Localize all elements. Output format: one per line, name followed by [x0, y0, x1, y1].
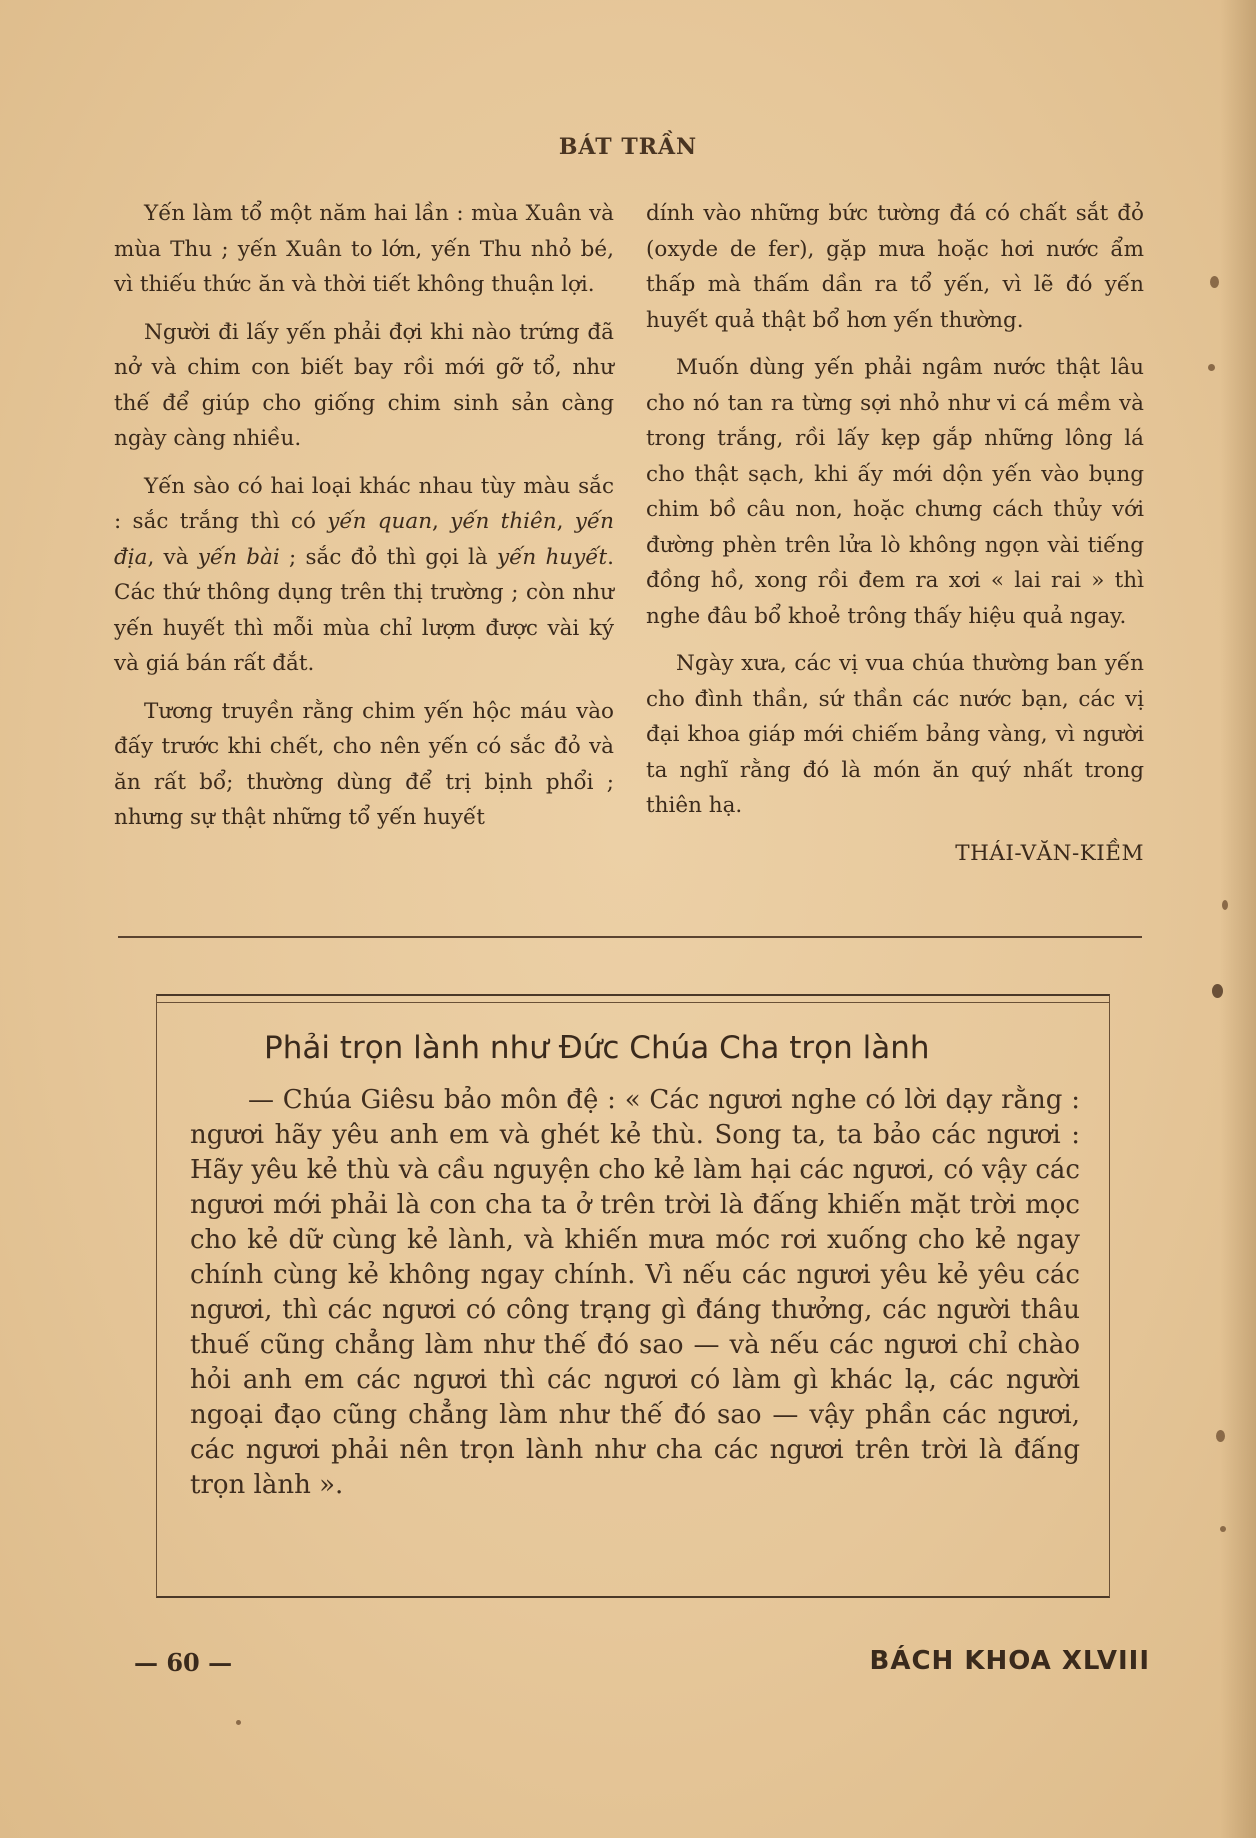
box-double-rule [157, 1002, 1109, 1003]
article-paragraph: dính vào những bức tường đá có chất sắt đỏ (oxyde de fer), gặp mưa hoặc hơi nước ẩm thấp mà thấm dần ra tổ yến, vì lẽ đó yến huyết quả thật bổ hơn yến thường. [646, 201, 1144, 333]
term-yen-quan: yến quan [327, 509, 433, 534]
text-run: . Các thứ thông dụng trên thị trường ; còn như yến huyết thì mỗi mùa chỉ lượm được vài ký và giá bán rất đắt. [114, 544, 615, 676]
term-yen-bai: yến bài [197, 544, 280, 570]
box-title: Phải trọn lành như Đức Chúa Cha trọn lành [264, 1030, 930, 1066]
article-paragraph: Yến làm tổ một năm hai lần : mùa Xuân và mùa Thu ; yến Xuân to lớn, yến Thu nhỏ bé, vì thiếu thức ăn và thời tiết không thuận lợi. [114, 201, 614, 297]
text-run: , [556, 509, 575, 534]
article-left-column [114, 196, 614, 848]
journal-name: BÁCH KHOA XLVIII [869, 1646, 1150, 1676]
section-divider [118, 936, 1142, 938]
article-paragraph: Muốn dùng yến phải ngâm nước thật lâu cho nó tan ra từng sợi nhỏ như vi cá mềm và trong trắng, rồi lấy kẹp gắp những lông lá cho thật sạch, khi ấy mới dộn yến vào bụng chim bồ câu non, hoặc chưng cách thủy với đường phèn trên lửa lò không ngọn vài tiếng đồng hồ, xong rồi đem ra xơi « lai rai » thì nghe đâu bổ khoẻ trông thấy hiệu quả ngay. [646, 355, 1144, 629]
box-body [190, 1083, 1080, 1503]
paper-speck [1210, 276, 1219, 288]
text-run: , [432, 509, 451, 534]
running-head: BÁT TRẦN [558, 134, 698, 160]
text-run: Yến sào có hai loại khác nhau tùy màu sắc : sắc trắng thì có [114, 473, 614, 534]
article-paragraph: Ngày xưa, các vị vua chúa thường ban yến cho đình thần, sứ thần các nước bạn, các vị đại khoa giáp mới chiếm bảng vàng, vì người ta nghĩ rằng đó là món ăn quý nhất trong thiên hạ. [646, 651, 1144, 818]
article-paragraph: Tương truyền rằng chim yến hộc máu vào đấy trước khi chết, cho nên yến có sắc đỏ và ăn rất bổ; thường dùng để trị bịnh phổi ; nhưng sự thật những tổ yến huyết [114, 698, 614, 830]
term-yen-thien: yến thiên [450, 509, 557, 534]
box-paragraph: — Chúa Giêsu bảo môn đệ : « Các ngươi nghe có lời dạy rằng : ngươi hãy yêu anh em và ghét kẻ thù. Song ta, ta bảo các ngươi : Hãy yêu kẻ thù và cầu nguyện cho kẻ làm hại các ngươi, có vậy các ngươi mới phải là con cha ta ở trên trời là đấng khiến mặt trời mọc cho kẻ dữ cùng kẻ lành, và khiến mưa móc rơi xuống cho kẻ ngay chính cùng kẻ không ngay chính. Vì nếu các ngươi yêu kẻ yêu các ngươi, thì các ngươi có công trạng gì đáng thưởng, các người thâu thuế cũng chẳng làm như thế đó sao — và nếu các ngươi chỉ chào hỏi anh em các ngươi thì các ngươi có làm gì khác lạ, các người ngoại đạo cũng chẳng làm như thế đó sao — vậy phần các ngươi, các ngươi phải nên trọn lành như cha các ngươi trên trời là đấng trọn lành ». [190, 1085, 1080, 1500]
paper-speck [1216, 1430, 1225, 1442]
article-paragraph: Người đi lấy yến phải đợi khi nào trứng đã nở và chim con biết bay rồi mới gỡ tổ, như thế để giúp cho giống chim sinh sản càng ngày càng nhiều. [114, 319, 614, 451]
page-number: — 60 — [134, 1648, 233, 1677]
text-run: ; sắc đỏ thì gọi là [279, 544, 497, 570]
paper-speck [1212, 984, 1223, 998]
paper-speck [1220, 1526, 1226, 1532]
article-right-column [646, 196, 1144, 883]
term-yen-dia: yến địa [114, 509, 614, 570]
paper-speck [236, 1720, 241, 1725]
paper-speck [1208, 364, 1215, 371]
article-paragraph [114, 469, 614, 682]
author-signature: THÁI-VĂN-KIỀM [955, 840, 1144, 866]
term-yen-huyet: yến huyết [496, 544, 608, 570]
paper-speck [1222, 900, 1228, 910]
page-edge-shadow [1220, 0, 1256, 1838]
text-run: , và [147, 544, 198, 570]
